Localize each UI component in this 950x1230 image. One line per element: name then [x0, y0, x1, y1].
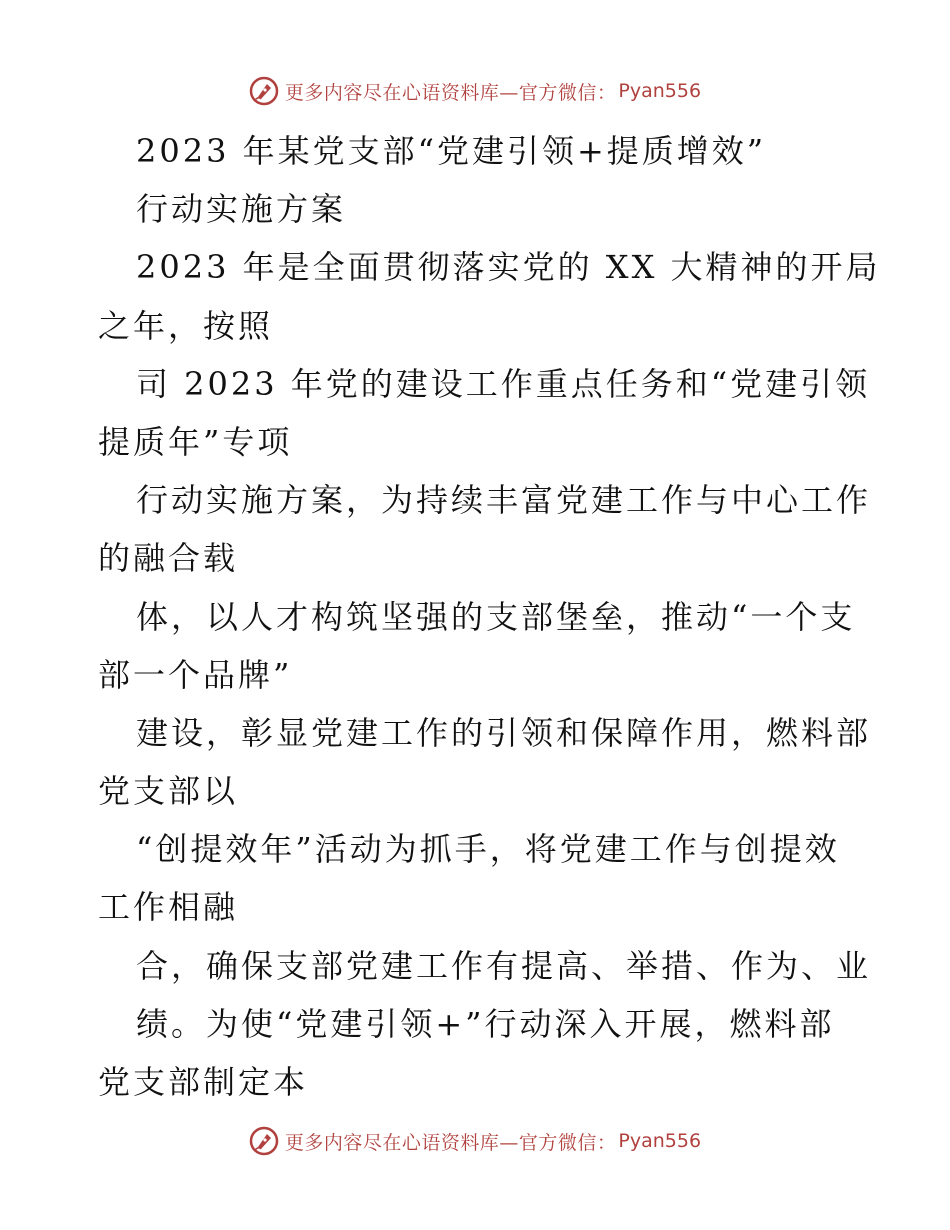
- paragraph-line: 2023 年是全面贯彻落实党的 XX 大精神的开局: [136, 248, 881, 287]
- watermark-header: [0, 71, 950, 111]
- watermark-wechat-id: Pyan556: [618, 80, 702, 102]
- watermark-text: 更多内容尽在心语资料库—官方微信：: [284, 81, 617, 104]
- paragraph-line: 党支部以: [98, 772, 239, 811]
- paragraph-line: “创提效年”活动为抓手，将党建工作与创提效: [136, 830, 840, 869]
- paragraph-line: 的融合载: [98, 539, 239, 578]
- paragraph-line: 之年，按照: [98, 306, 274, 345]
- paragraph-line: 提质年”专项: [98, 422, 293, 461]
- paragraph-line: 合，确保支部党建工作有提高、举措、作为、业: [136, 946, 872, 985]
- paragraph-line: 行动实施方案，为持续丰富党建工作与中心工作: [136, 481, 872, 520]
- paragraph-line: 体，以人才构筑坚强的支部堡垒，推动“一个支: [136, 597, 856, 636]
- paragraph-line: 部一个品牌”: [98, 655, 293, 694]
- pen-nib-seal-icon: [249, 76, 279, 106]
- pen-nib-seal-icon: [249, 1126, 279, 1156]
- paragraph-line: 建设，彰显党建工作的引领和保障作用，燃料部: [136, 713, 872, 752]
- paragraph-line: 党支部制定本: [98, 1063, 309, 1101]
- watermark-text: 更多内容尽在心语资料库—官方微信：: [284, 1131, 617, 1154]
- watermark-wechat-id: Pyan556: [618, 1130, 702, 1152]
- document-body: [98, 122, 881, 1111]
- paragraph-line: 绩。为使“党建引领+”行动深入开展，燃料部: [136, 1004, 835, 1043]
- paragraph-line: 工作相融: [98, 888, 239, 927]
- watermark-footer: [0, 1121, 950, 1161]
- paragraph-line: 2023 年某党支部“党建引领+提质增效”: [136, 132, 767, 170]
- paragraph-line: 行动实施方案: [136, 190, 347, 229]
- paragraph-line: 司 2023 年党的建设工作重点任务和“党建引领: [136, 364, 871, 403]
